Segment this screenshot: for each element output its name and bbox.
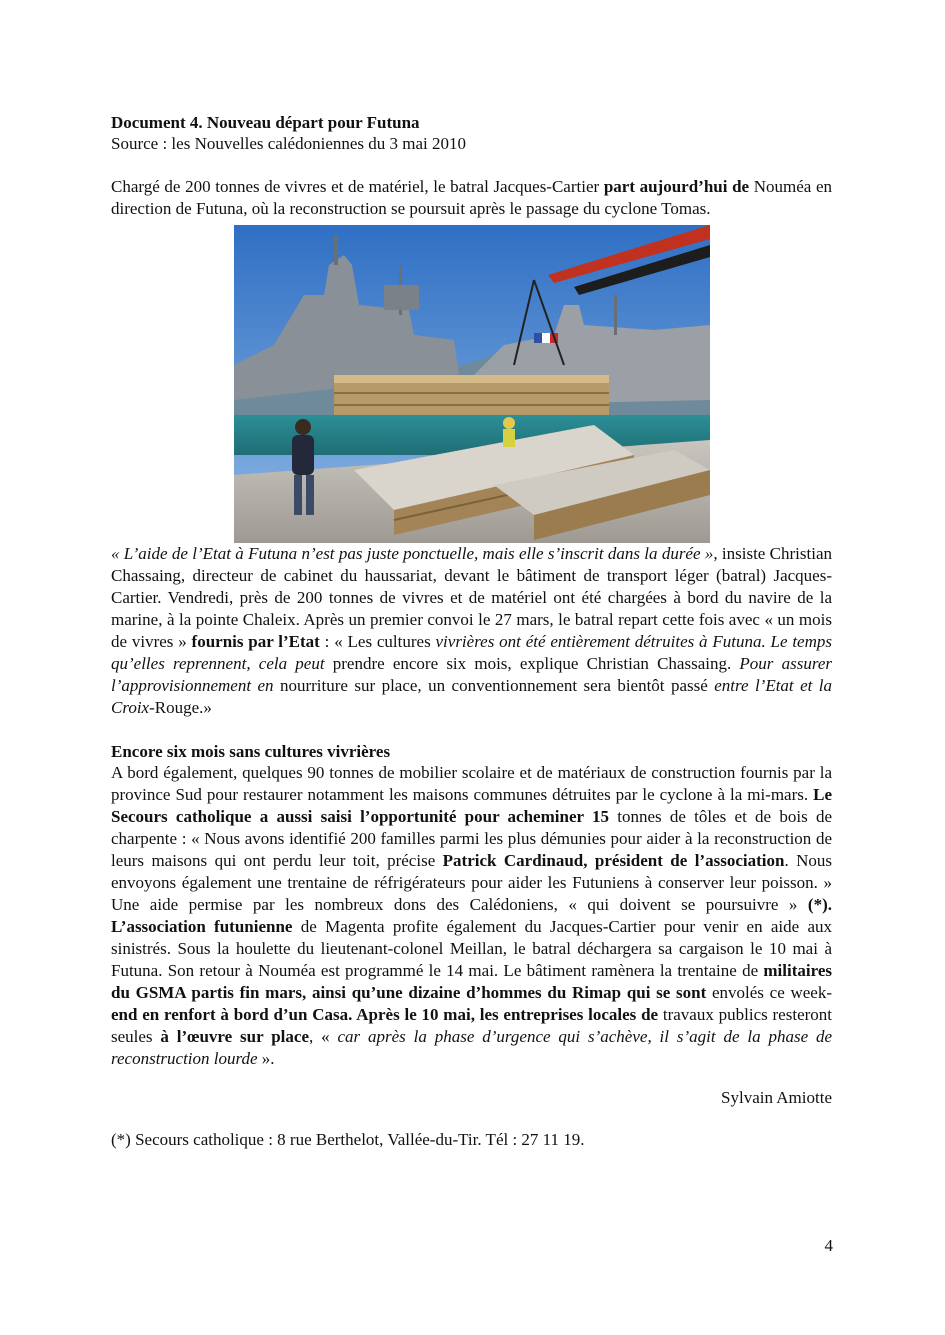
document-title: Document 4. Nouveau départ pour Futuna xyxy=(111,113,420,132)
quote-text-5: -Rouge.» xyxy=(149,698,212,717)
section-bold-5: end en renfort à bord d’un Casa. Après le 10 mai, les entreprises locales de xyxy=(111,1005,659,1024)
section-bold-2: Patrick Cardinaud, président de l’association xyxy=(442,851,785,870)
intro-text-c: Nouméa en direction de Futuna, où la reconstruction se poursuit après le passage du cyclone Tomas. xyxy=(111,177,833,218)
quote-text-1: , insiste Christian Chassaing, directeur de cabinet du haussariat, devant le bâtiment de transport léger (batral) Jacques-Cartier. Vendredi, près de 200 tonnes de vivres et de matériel ont été chargées à bord du navire de la marine, à la pointe Chaleix. Après un premier convoi le 27 mars, le batral repart cette fois avec « un mois de vivres » xyxy=(111,544,832,651)
section-text-1: A bord également, quelques 90 tonnes de mobilier scolaire et de matériaux de construction fournis par la province Sud pour restaurer notamment les maisons communes détruites par le cyclone à la mi-mars. xyxy=(111,763,832,804)
quote-italic-1: « L’aide de l’Etat à Futuna n’est pas juste ponctuelle, mais elle s’inscrit dans la durée » xyxy=(111,544,714,563)
ship-photo-image xyxy=(234,225,710,543)
quote-italic-4: entre l’Etat et la Croix xyxy=(111,676,832,717)
quote-text-2: : « Les cultures xyxy=(319,632,436,651)
quote-text-4: nourriture sur place, un conventionnement sera bientôt passé xyxy=(273,676,715,695)
section-paragraph xyxy=(111,762,832,1070)
intro-text-a: Chargé de 200 tonnes de vivres et de matériel, le batral Jacques-Cartier xyxy=(111,177,604,196)
section-italic-1: car après la phase d’urgence qui s’achève, il s’agit de la phase de reconstruction lourde xyxy=(111,1027,833,1068)
section-text-7: , « xyxy=(309,1027,338,1046)
intro-paragraph xyxy=(111,176,832,220)
section-bold-6: à l’œuvre sur place xyxy=(160,1027,309,1046)
section-bold-4: militaires du GSMA partis fin mars, ainsi qu’une dizaine d’hommes du Rimap qui se sont xyxy=(111,961,832,1002)
quote-italic-2: vivrières ont été entièrement détruites à Futuna. Le temps qu’elles reprennent, cela peut xyxy=(111,632,832,673)
page-number: 4 xyxy=(824,1236,833,1255)
quote-paragraph xyxy=(111,543,832,719)
section-text-8: ». xyxy=(257,1049,275,1068)
intro-bold: part aujourd’hui de xyxy=(603,177,750,196)
section-bold-1: Le Secours catholique a aussi saisi l’opportunité pour acheminer 15 xyxy=(111,785,832,826)
quote-italic-3: Pour assurer l’approvisionnement en xyxy=(111,654,832,695)
quote-bold-1: fournis par l’Etat xyxy=(191,632,320,651)
section-bold-3: (*). L’association futunienne xyxy=(111,895,832,936)
section-text-4: de Magenta profite également du Jacques-Cartier pour venir en aide aux sinistrés. Sous la houlette du lieutenant-colonel Meillan, le batral déchargera sa cargaison le 10 mai à Futuna. Son retour à Nouméa est programmé le 14 mai. Le bâtiment ramènera la trentaine de xyxy=(111,917,833,980)
section-text-2: tonnes de tôles et de bois de charpente : « Nous avons identifié 200 familles parmi les plus démunies pour aider à la reconstruction de leurs maisons qui ont perdu leur toit, précise xyxy=(111,807,832,870)
document-source: Source : les Nouvelles calédoniennes du 3 mai 2010 xyxy=(111,134,467,153)
footnote: (*) Secours catholique : 8 rue Berthelot, Vallée-du-Tir. Tél : 27 11 19. xyxy=(111,1130,585,1149)
section-text-5: envolés ce week- xyxy=(706,983,832,1002)
quote-text-3: prendre encore six mois, explique Christian Chassaing. xyxy=(324,654,740,673)
document-page xyxy=(111,112,832,1151)
section-text-6: travaux publics resteront seules xyxy=(111,1005,832,1046)
ship-photo xyxy=(234,225,710,543)
section-heading: Encore six mois sans cultures vivrières xyxy=(111,742,391,761)
author-signature: Sylvain Amiotte xyxy=(721,1088,832,1107)
section-text-3: . Nous envoyons également une trentaine de réfrigérateurs pour aider les Futuniens à conserver leur poisson. » Une aide permise par les nombreux dons des Calédoniens, « qui doivent se poursuivre » xyxy=(111,851,832,914)
